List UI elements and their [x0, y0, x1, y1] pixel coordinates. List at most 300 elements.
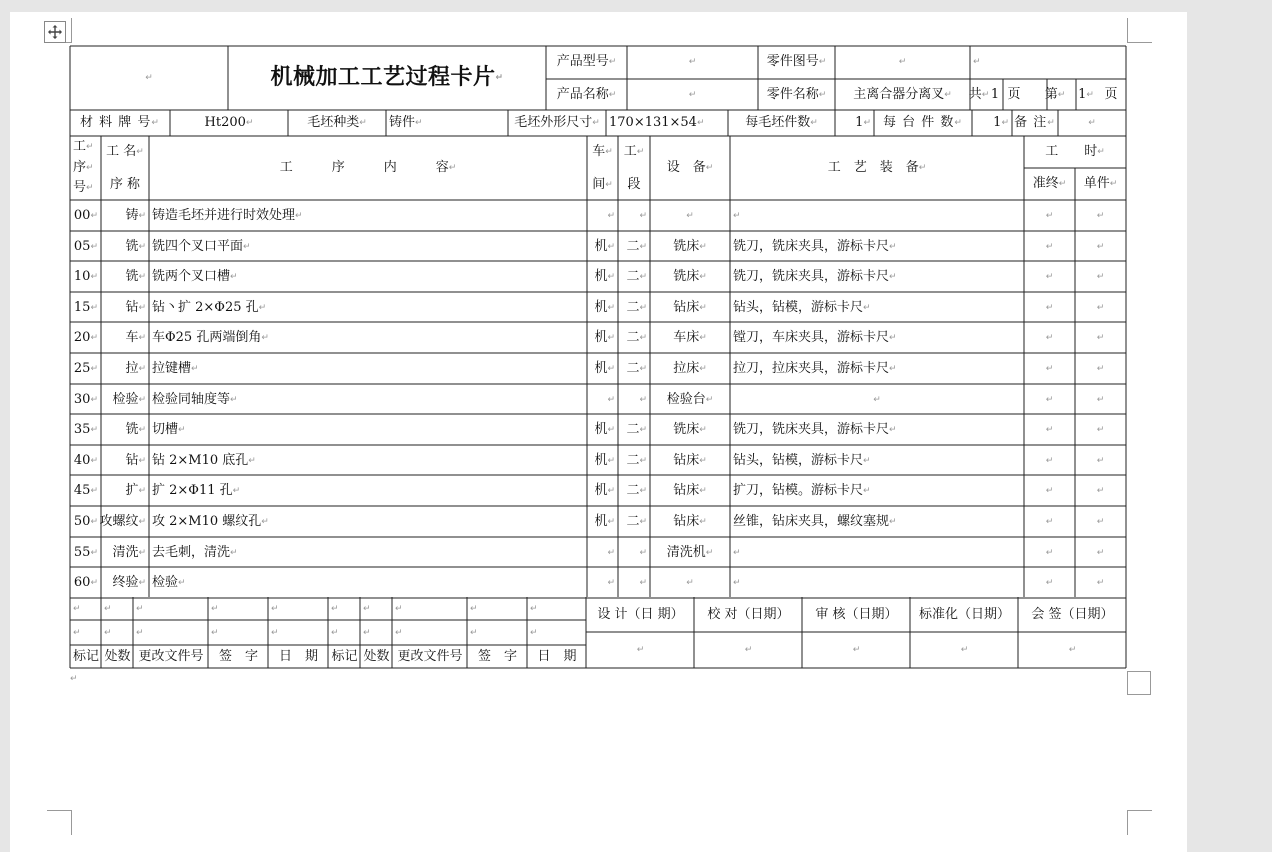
row-seq-text: 15	[73, 299, 91, 315]
blank-type-field-text: 铸件	[389, 115, 416, 131]
cell-end-mark: ↵	[810, 118, 818, 129]
page-no-label	[1044, 80, 1066, 110]
cell-end-mark: ↵	[295, 210, 303, 221]
row-equipment	[651, 201, 729, 231]
row-section-text: 二	[626, 299, 640, 315]
material-grade-field-text: Ht200	[204, 115, 246, 131]
row-unit-time[interactable]	[1076, 507, 1125, 537]
spacer-cell-2	[1063, 80, 1076, 110]
row-unit-time[interactable]	[1076, 446, 1125, 476]
cell-end-mark: ↵	[818, 89, 827, 100]
row-operation-content[interactable]	[150, 538, 586, 568]
remark-field[interactable]	[1059, 111, 1125, 136]
row-unit-time[interactable]	[1076, 323, 1125, 353]
cell-end-mark: ↵	[1045, 271, 1054, 282]
row-operation-name-text: 检验	[112, 391, 139, 407]
cell-end-mark: ↵	[686, 210, 694, 221]
signoff-label	[695, 598, 802, 632]
section-header-a-text: 工	[623, 143, 637, 159]
cell-end-mark: ↵	[86, 183, 94, 194]
change-record-header	[134, 646, 208, 668]
cell-end-mark: ↵	[178, 577, 186, 588]
row-seq	[71, 507, 100, 537]
row-seq	[71, 232, 100, 262]
cell-end-mark: ↵	[639, 577, 647, 588]
signoff-label-text: 校 对（日期）	[707, 606, 790, 622]
part-name-field[interactable]	[836, 80, 969, 110]
cell-end-mark: ↵	[954, 118, 963, 129]
cell-end-mark: ↵	[607, 332, 615, 343]
cell-end-mark: ↵	[873, 394, 881, 405]
row-operation-name	[102, 538, 148, 568]
per-blank-field[interactable]	[836, 111, 873, 136]
row-tooling[interactable]	[731, 262, 1023, 292]
cell-end-mark: ↵	[705, 394, 714, 405]
cell-end-mark: ↵	[90, 516, 98, 527]
row-operation-content[interactable]	[150, 476, 586, 506]
change-record-cell[interactable]	[269, 598, 328, 620]
part-drawing-label-text: 零件图号	[766, 54, 819, 70]
remark-label	[1013, 111, 1057, 136]
row-equipment-text: 车床	[673, 329, 700, 345]
row-equipment-text: 钻床	[673, 299, 700, 315]
change-record-header-text: 标记	[331, 648, 358, 664]
cell-end-mark: ↵	[973, 57, 981, 68]
row-prep-time[interactable]	[1025, 385, 1074, 415]
change-record-header	[468, 646, 527, 668]
header-blank-cell[interactable]	[71, 47, 227, 109]
row-unit-time[interactable]	[1076, 262, 1125, 292]
cell-end-mark: ↵	[73, 627, 81, 638]
cell-end-mark: ↵	[733, 210, 741, 221]
row-operation-name	[102, 568, 148, 598]
page-no-value-text: 1	[1078, 86, 1087, 102]
change-record-cell[interactable]	[393, 598, 467, 620]
cell-end-mark: ↵	[605, 146, 613, 157]
row-operation-content[interactable]	[150, 323, 586, 353]
row-tooling[interactable]	[731, 538, 1023, 568]
change-record-header-text: 签 字	[477, 648, 517, 664]
row-seq	[71, 354, 100, 384]
cell-end-mark: ↵	[138, 424, 146, 435]
cell-end-mark: ↵	[271, 627, 279, 638]
cell-end-mark: ↵	[639, 210, 647, 221]
cell-end-mark: ↵	[530, 603, 538, 614]
row-unit-time[interactable]	[1076, 293, 1125, 323]
prep-time-header-text: 准终	[1032, 175, 1059, 191]
row-operation-content[interactable]	[150, 262, 586, 292]
cell-end-mark: ↵	[136, 146, 144, 157]
row-prep-time[interactable]	[1025, 232, 1074, 262]
row-section	[619, 446, 649, 476]
change-record-cell[interactable]	[528, 598, 586, 620]
row-seq-text: 20	[73, 329, 91, 345]
cell-end-mark: ↵	[744, 645, 753, 656]
row-tooling[interactable]	[731, 415, 1023, 445]
row-tooling[interactable]	[731, 323, 1023, 353]
cell-end-mark: ↵	[699, 363, 707, 374]
row-operation-content[interactable]	[150, 446, 586, 476]
material-grade-field[interactable]	[171, 111, 287, 136]
row-operation-content[interactable]	[150, 568, 586, 598]
content-header-text: 工 序 内 容	[279, 159, 449, 175]
row-seq	[71, 446, 100, 476]
row-tooling[interactable]	[731, 293, 1023, 323]
cell-end-mark: ↵	[1045, 210, 1054, 221]
change-record-header-text: 日 期	[537, 648, 577, 664]
cell-end-mark: ↵	[90, 210, 98, 221]
page-unit-label-text: 页	[1007, 86, 1021, 102]
workshop-header-b-text: 间	[592, 176, 606, 192]
row-operation-name-text: 攻螺纹	[99, 513, 139, 529]
hours-header	[1025, 137, 1125, 167]
change-record-cell[interactable]	[528, 621, 586, 645]
page-unit-label-2	[1096, 80, 1126, 110]
row-tooling[interactable]	[731, 201, 1023, 231]
cell-end-mark: ↵	[696, 118, 705, 129]
row-unit-time[interactable]	[1076, 354, 1125, 384]
row-section	[619, 293, 649, 323]
row-unit-time[interactable]	[1076, 385, 1125, 415]
row-equipment	[651, 507, 729, 537]
row-unit-time[interactable]	[1076, 201, 1125, 231]
cell-end-mark: ↵	[607, 455, 615, 466]
row-section	[619, 507, 649, 537]
paragraph-mark: ↵	[70, 674, 78, 684]
cell-end-mark: ↵	[243, 241, 251, 252]
table-resize-handle[interactable]	[1127, 671, 1151, 695]
part-name-label	[759, 80, 834, 110]
cell-end-mark: ↵	[699, 302, 707, 313]
change-record-cell[interactable]	[361, 621, 392, 645]
cell-end-mark: ↵	[705, 162, 714, 173]
cell-end-mark: ↵	[1096, 271, 1105, 282]
row-workshop-text: 机	[594, 513, 608, 529]
cell-end-mark: ↵	[705, 547, 714, 558]
row-tooling-text: 铣刀，铣床夹具，游标卡尺	[733, 268, 890, 284]
change-record-cell[interactable]	[209, 598, 268, 620]
row-workshop-text: 机	[594, 299, 608, 315]
change-record-cell[interactable]	[468, 598, 527, 620]
page-no-value	[1076, 80, 1096, 110]
row-tooling[interactable]	[731, 476, 1023, 506]
part-name-field-text: 主离合器分离叉	[853, 86, 945, 102]
cell-end-mark: ↵	[1047, 118, 1056, 129]
cell-end-mark: ↵	[1045, 394, 1054, 405]
unit-time-header-text: 单件	[1083, 175, 1110, 191]
cell-end-mark: ↵	[607, 302, 615, 313]
change-record-cell[interactable]	[134, 598, 208, 620]
row-prep-time[interactable]	[1025, 476, 1074, 506]
change-record-header	[102, 646, 133, 668]
cell-end-mark: ↵	[1001, 118, 1009, 129]
total-pages-value	[987, 80, 1003, 110]
row-equipment	[651, 476, 729, 506]
row-seq-text: 50	[73, 513, 91, 529]
row-tooling[interactable]	[731, 354, 1023, 384]
row-unit-time[interactable]	[1076, 415, 1125, 445]
change-record-cell[interactable]	[134, 621, 208, 645]
change-record-header-text: 签 字	[218, 648, 258, 664]
cell-end-mark: ↵	[944, 89, 952, 100]
seq-header-c-text: 号	[73, 180, 87, 196]
name-header-a	[102, 137, 148, 167]
row-equipment	[651, 385, 729, 415]
change-record-cell[interactable]	[393, 621, 467, 645]
blank-size-label-text: 毛坯外形尺寸	[514, 115, 593, 131]
row-operation-content-text: 钻丶扩 2×Φ25 孔	[152, 299, 259, 315]
cell-end-mark: ↵	[1088, 118, 1096, 129]
row-unit-time[interactable]	[1076, 538, 1125, 568]
signoff-field[interactable]	[695, 633, 802, 668]
cell-end-mark: ↵	[607, 516, 615, 527]
cell-end-mark: ↵	[639, 424, 647, 435]
per-blank-field-text: 1	[855, 115, 864, 131]
cell-end-mark: ↵	[686, 577, 694, 588]
cell-end-mark: ↵	[863, 485, 871, 496]
row-operation-name-text: 铣	[125, 421, 139, 437]
blank-type-label	[289, 111, 385, 136]
row-tooling[interactable]	[731, 507, 1023, 537]
signoff-field[interactable]	[587, 633, 694, 668]
signoff-field[interactable]	[1019, 633, 1126, 668]
cell-end-mark: ↵	[636, 645, 645, 656]
cell-end-mark: ↵	[863, 118, 871, 129]
cell-end-mark: ↵	[530, 627, 538, 638]
cell-end-mark: ↵	[1057, 89, 1066, 100]
seq-header-b-text: 序	[73, 160, 87, 176]
cell-end-mark: ↵	[699, 424, 707, 435]
part-drawing-label	[759, 47, 834, 78]
cell-end-mark: ↵	[607, 363, 615, 374]
prep-time-header	[1025, 169, 1074, 199]
header-extra-cell[interactable]	[971, 47, 1125, 78]
row-prep-time[interactable]	[1025, 538, 1074, 568]
cell-end-mark: ↵	[230, 394, 238, 405]
cell-end-mark: ↵	[1109, 178, 1118, 189]
cell-end-mark: ↵	[889, 516, 897, 527]
row-prep-time[interactable]	[1025, 262, 1074, 292]
row-operation-name-text: 钻	[125, 299, 139, 315]
change-record-cell[interactable]	[102, 621, 133, 645]
row-operation-content[interactable]	[150, 354, 586, 384]
row-tooling[interactable]	[731, 232, 1023, 262]
row-unit-time[interactable]	[1076, 232, 1125, 262]
row-workshop-text: 机	[594, 238, 608, 254]
blank-size-field[interactable]	[607, 111, 727, 136]
product-model-label	[547, 47, 626, 78]
cell-end-mark: ↵	[607, 424, 615, 435]
row-operation-name-text: 终验	[112, 574, 139, 590]
cell-end-mark: ↵	[1096, 394, 1105, 405]
row-operation-name	[102, 354, 148, 384]
cell-end-mark: ↵	[1097, 146, 1105, 157]
row-workshop	[588, 538, 617, 568]
row-workshop-text: 机	[594, 360, 608, 376]
cell-end-mark: ↵	[1096, 516, 1105, 527]
cell-end-mark: ↵	[1096, 302, 1105, 313]
row-operation-content-text: 检验	[152, 574, 179, 590]
workshop-header-a-text: 车	[592, 143, 606, 159]
row-prep-time[interactable]	[1025, 568, 1074, 598]
row-section-text: 二	[626, 421, 640, 437]
unit-time-header	[1076, 169, 1125, 199]
crop-mark-bottom-left	[47, 810, 72, 835]
cell-end-mark: ↵	[104, 627, 112, 638]
blank-type-field[interactable]	[387, 111, 507, 136]
row-prep-time[interactable]	[1025, 354, 1074, 384]
row-operation-name	[102, 262, 148, 292]
signoff-label	[803, 598, 910, 632]
row-operation-name	[102, 232, 148, 262]
row-seq	[71, 568, 100, 598]
row-equipment	[651, 538, 729, 568]
row-prep-time[interactable]	[1025, 446, 1074, 476]
cell-end-mark: ↵	[607, 394, 615, 405]
row-equipment-text: 检验台	[666, 391, 706, 407]
cell-end-mark: ↵	[261, 332, 269, 343]
row-operation-content-text: 去毛刺，清洗	[152, 544, 231, 560]
row-prep-time[interactable]	[1025, 415, 1074, 445]
change-record-cell[interactable]	[329, 598, 360, 620]
cell-end-mark: ↵	[1096, 424, 1105, 435]
row-operation-content[interactable]	[150, 507, 586, 537]
row-section-text: 二	[626, 238, 640, 254]
table-move-handle-icon[interactable]	[44, 21, 66, 43]
row-seq	[71, 415, 100, 445]
cell-end-mark: ↵	[230, 547, 238, 558]
cell-end-mark: ↵	[261, 516, 269, 527]
cell-end-mark: ↵	[607, 577, 615, 588]
change-record-cell[interactable]	[71, 598, 101, 620]
row-tooling-text: 扩刀，钻模。游标卡尺	[733, 482, 864, 498]
row-section	[619, 568, 649, 598]
row-operation-name-text: 拉	[125, 360, 139, 376]
tooling-header-text: 工 艺 装 备	[827, 159, 919, 175]
cell-end-mark: ↵	[889, 241, 897, 252]
cell-end-mark: ↵	[90, 485, 98, 496]
cell-end-mark: ↵	[470, 603, 478, 614]
row-operation-content-text: 拉键槽	[152, 360, 192, 376]
signoff-label	[911, 598, 1018, 632]
signoff-label-text: 标准化（日期）	[918, 606, 1010, 622]
cell-end-mark: ↵	[90, 547, 98, 558]
row-operation-content[interactable]	[150, 232, 586, 262]
row-workshop	[588, 476, 617, 506]
row-operation-content[interactable]	[150, 293, 586, 323]
cell-end-mark: ↵	[1096, 332, 1105, 343]
cell-end-mark: ↵	[1096, 210, 1105, 221]
cell-end-mark: ↵	[639, 455, 647, 466]
cell-end-mark: ↵	[639, 332, 647, 343]
row-prep-time[interactable]	[1025, 201, 1074, 231]
change-record-header	[329, 646, 360, 668]
change-record-cell[interactable]	[468, 621, 527, 645]
row-tooling[interactable]	[731, 568, 1023, 598]
row-prep-time[interactable]	[1025, 323, 1074, 353]
cell-end-mark: ↵	[607, 271, 615, 282]
cell-end-mark: ↵	[470, 627, 478, 638]
name-header-a-text: 工 名	[106, 143, 137, 159]
name-header-b	[102, 170, 148, 200]
row-prep-time[interactable]	[1025, 507, 1074, 537]
row-operation-content-text: 切槽	[152, 421, 179, 437]
row-unit-time[interactable]	[1076, 568, 1125, 598]
cell-end-mark: ↵	[1045, 547, 1054, 558]
row-operation-content-text: 扩 2×Φ11 孔	[152, 482, 233, 498]
change-record-cell[interactable]	[102, 598, 133, 620]
part-drawing-field[interactable]	[836, 47, 969, 78]
row-operation-content[interactable]	[150, 415, 586, 445]
row-workshop	[588, 446, 617, 476]
change-record-cell[interactable]	[269, 621, 328, 645]
cell-end-mark: ↵	[90, 302, 98, 313]
row-operation-name	[102, 201, 148, 231]
cell-end-mark: ↵	[151, 118, 160, 129]
cell-end-mark: ↵	[248, 455, 256, 466]
cell-end-mark: ↵	[863, 302, 871, 313]
tooling-header	[731, 137, 1023, 199]
row-tooling[interactable]	[731, 385, 1023, 415]
per-unit-field[interactable]	[973, 111, 1011, 136]
cell-end-mark: ↵	[138, 241, 146, 252]
row-seq	[71, 538, 100, 568]
row-workshop	[588, 415, 617, 445]
total-pages-label	[968, 80, 990, 110]
signoff-field[interactable]	[803, 633, 910, 668]
cell-end-mark: ↵	[90, 394, 98, 405]
cell-end-mark: ↵	[178, 424, 186, 435]
cell-end-mark: ↵	[86, 163, 94, 174]
signoff-field[interactable]	[911, 633, 1018, 668]
row-operation-content[interactable]	[150, 385, 586, 415]
change-record-cell[interactable]	[361, 598, 392, 620]
cell-end-mark: ↵	[639, 394, 647, 405]
signoff-label-text: 设 计（日 期）	[597, 606, 684, 622]
total-pages-label-text: 共	[968, 86, 982, 102]
seq-header-a-text: 工	[73, 139, 87, 155]
cell-end-mark: ↵	[138, 332, 146, 343]
row-operation-name	[102, 385, 148, 415]
change-record-cell[interactable]	[209, 621, 268, 645]
page-no-label-text: 第	[1044, 86, 1058, 102]
row-seq-text: 30	[73, 391, 91, 407]
product-model-field[interactable]	[628, 47, 757, 78]
cell-end-mark: ↵	[73, 603, 81, 614]
change-record-cell[interactable]	[329, 621, 360, 645]
change-record-header-text: 更改文件号	[397, 648, 463, 664]
row-equipment-text: 钻床	[673, 482, 700, 498]
row-operation-content[interactable]	[150, 201, 586, 231]
workshop-header-b	[588, 170, 617, 200]
page-title	[229, 47, 545, 109]
product-name-field[interactable]	[628, 80, 757, 110]
cell-end-mark: ↵	[1045, 516, 1054, 527]
cell-end-mark: ↵	[138, 302, 146, 313]
cell-end-mark: ↵	[639, 271, 647, 282]
row-operation-name-text: 扩	[125, 482, 139, 498]
row-section-text: 二	[626, 329, 640, 345]
row-workshop	[588, 232, 617, 262]
row-unit-time[interactable]	[1076, 476, 1125, 506]
row-operation-name	[102, 415, 148, 445]
cell-end-mark: ↵	[359, 118, 367, 129]
change-record-cell[interactable]	[71, 621, 101, 645]
row-prep-time[interactable]	[1025, 293, 1074, 323]
row-operation-content-text: 检验同轴度等	[152, 391, 231, 407]
row-seq-text: 60	[73, 574, 91, 590]
row-tooling[interactable]	[731, 446, 1023, 476]
